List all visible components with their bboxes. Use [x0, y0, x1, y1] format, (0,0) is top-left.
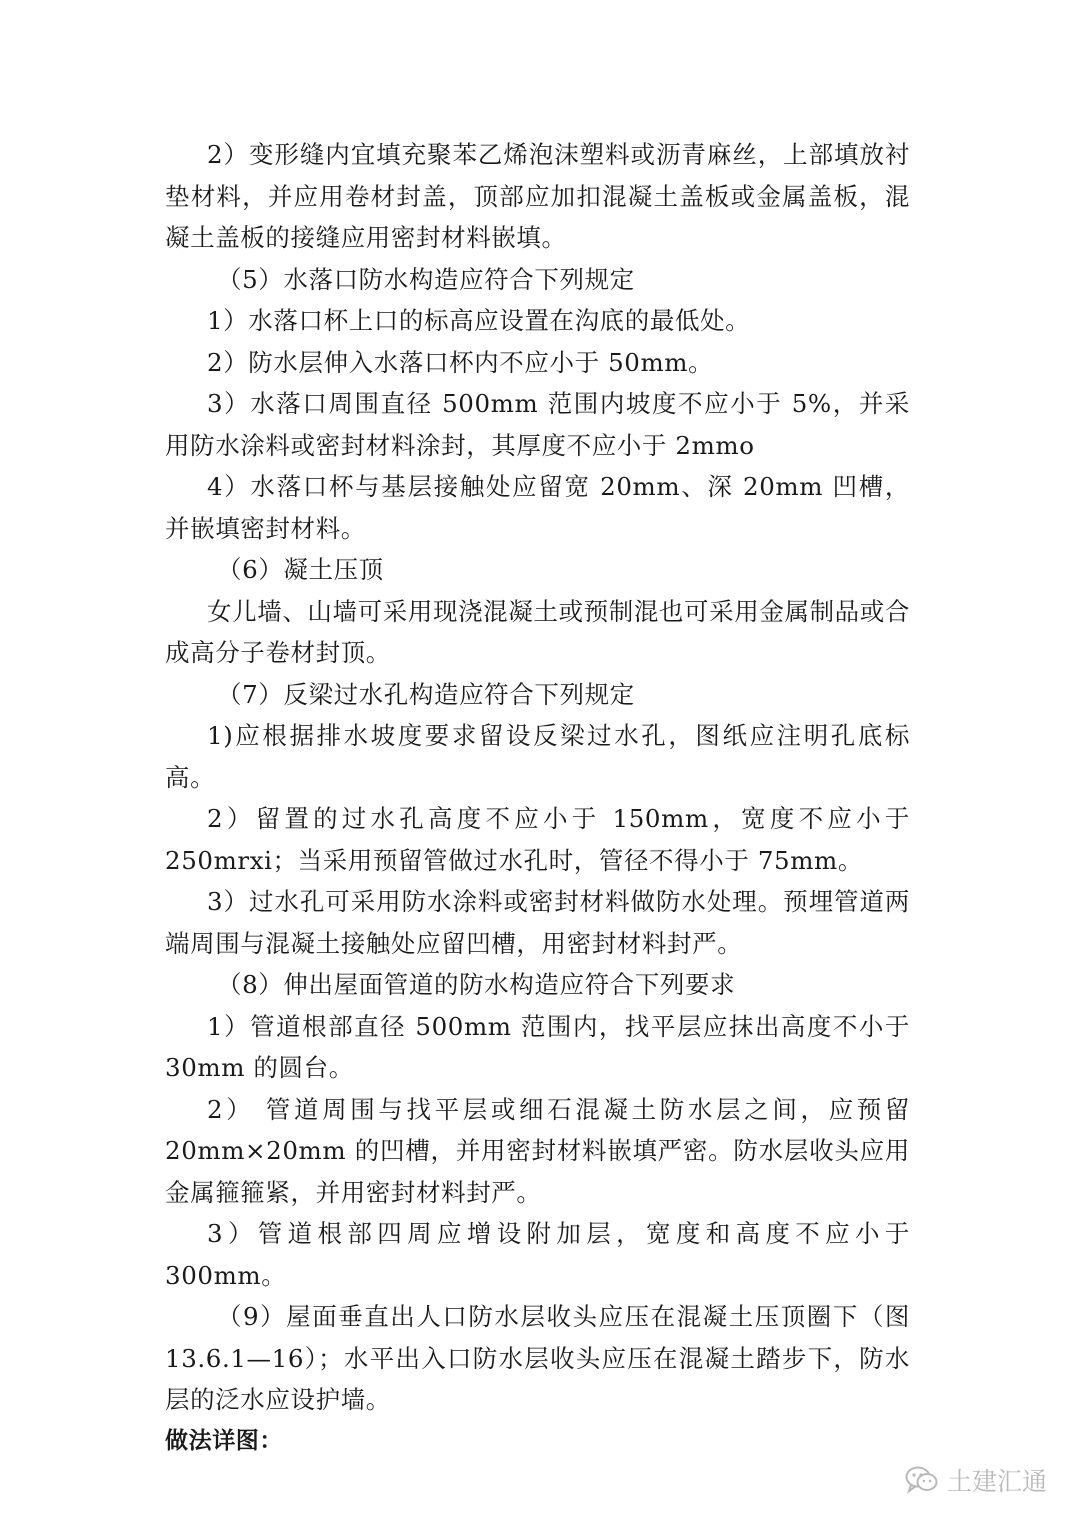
section-heading-details: 做法详图：: [165, 1427, 283, 1454]
paragraph-beam-item-3: 3）过水孔可采用防水涂料或密封材料做防水处理。预埋管道两端周围与混凝土接触处应留凹槽，用密封材料封严。: [165, 887, 910, 958]
paragraph-drain-item-3: 3）水落口周围直径 500mm 范围内坡度不应小于 5%，并采用防水涂料或密封材料涂封，其厚度不应小于 2mmo: [165, 389, 910, 460]
watermark-text: 土建汇通: [947, 1467, 1048, 1496]
paragraph-beam-item-1: 1)应根据排水坡度要求留设反梁过水孔，图纸应注明孔底标高。: [165, 721, 910, 792]
paragraph-drain-item-2: 2）防水层伸入水落口杯内不应小于 50mm。: [207, 347, 714, 377]
paragraph-pipe-item-3: 3）管道根部四周应增设附加层，宽度和高度不应小于 300mm。: [165, 1219, 910, 1290]
paragraph-deformation-joint: 2）变形缝内宜填充聚苯乙烯泡沫塑料或沥青麻丝，上部填放衬垫材料，并应用卷材封盖，顶部应加扣混凝土盖板或金属盖板，混凝土盖板的接缝应用密封材料嵌填。: [165, 140, 910, 252]
heading-coping: （6）凝土压顶: [217, 555, 384, 584]
paragraph-pipe-item-1: 1）管道根部直径 500mm 范围内，找平层应抹出高度不小于 30mm 的圆台。: [165, 1011, 910, 1082]
wechat-icon: [905, 1465, 939, 1495]
heading-beam-hole: （7）反梁过水孔构造应符合下列规定: [217, 679, 635, 709]
heading-pipe: （8）伸出屋面管道的防水构造应符合下列要求: [217, 970, 736, 999]
watermark: [905, 1462, 1047, 1498]
document-body: [165, 134, 910, 1462]
paragraph-roof-access: （9）屋面垂直出人口防水层收头应压在混凝土压顶圈下（图 13.6.1—16）；水平出入口防水层收头应压在混凝土踏步下，防水层的泛水应设护墙。: [165, 1302, 910, 1414]
paragraph-pipe-item-2: 2） 管道周围与找平层或细石混凝土防水层之间，应预留 20mm×20mm 的凹槽，并用密封材料嵌填严密。防水层收头应用金属箍箍紧，并用密封材料封严。: [165, 1094, 910, 1207]
heading-drain-outlet: （5）水落口防水构造应符合下列规定: [217, 264, 635, 294]
paragraph-beam-item-2: 2）留置的过水孔高度不应小于 150mm，宽度不应小于 250mrxi；当采用预留管做过水孔时，管径不得小于 75mm。: [165, 804, 910, 875]
paragraph-coping: 女儿墙、山墙可采用现浇混凝土或预制混也可采用金属制品或合成高分子卷材封顶。: [165, 596, 910, 667]
paragraph-drain-item-4: 4）水落口杯与基层接触处应留宽 20mm、深 20mm 凹槽，并嵌填密封材料。: [165, 472, 910, 543]
paragraph-drain-item-1: 1）水落口杯上口的标高应设置在沟底的最低处。: [207, 306, 751, 335]
